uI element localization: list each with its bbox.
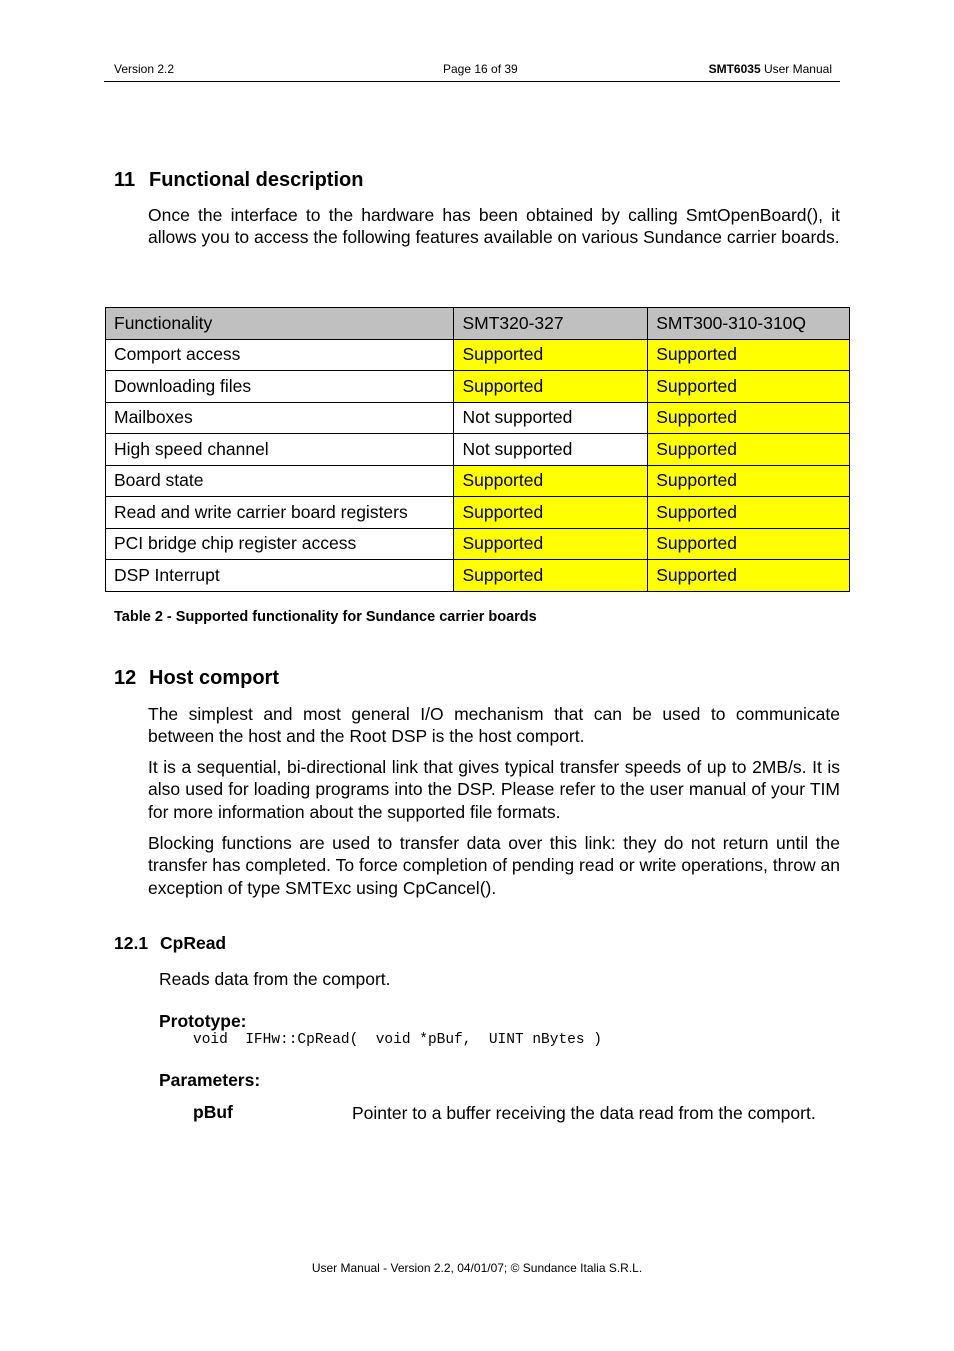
support-status-cell: Supported — [648, 497, 850, 529]
support-status-cell: Supported — [648, 528, 850, 560]
support-status-cell: Not supported — [454, 434, 648, 466]
page-footer: User Manual - Version 2.2, 04/01/07; © Sundance Italia S.R.L. — [311, 1261, 643, 1275]
table-row — [106, 497, 850, 529]
table-row — [106, 528, 850, 560]
table-row — [106, 371, 850, 403]
support-status-cell: Supported — [454, 560, 648, 592]
header-product-suffix: User Manual — [760, 62, 832, 76]
support-status-cell: Supported — [454, 497, 648, 529]
feature-name-cell: DSP Interrupt — [106, 560, 454, 592]
feature-name-cell: Comport access — [106, 339, 454, 371]
prototype-label: Prototype: — [159, 1011, 247, 1031]
support-status-cell: Supported — [454, 528, 648, 560]
section-12-number: 12 — [114, 667, 137, 689]
support-status-cell: Supported — [648, 560, 850, 592]
feature-name-cell: Read and write carrier board registers — [106, 497, 454, 529]
section-12-title: Host comport — [149, 667, 279, 689]
header-version: Version 2.2 — [114, 62, 175, 76]
prototype-code: void IFHw::CpRead( void *pBuf, UINT nBytes ) — [193, 1032, 602, 1048]
header-rule — [104, 81, 840, 82]
support-status-cell: Supported — [454, 371, 648, 403]
feature-name-cell: Mailboxes — [106, 402, 454, 434]
table-row — [106, 560, 850, 592]
section-12-heading — [114, 667, 279, 690]
table-row — [106, 434, 850, 466]
section-12-paragraph-3: Blocking functions are used to transfer data over this link: they do not return until the transfer has completed. To force completion of pending read or write operations, throw an exception of type SMTExc using CpCancel(). — [148, 833, 840, 898]
table-caption: Table 2 - Supported functionality for Sundance carrier boards — [114, 609, 537, 625]
section-12-1-heading — [114, 933, 226, 954]
section-11-number: 11 — [114, 169, 136, 191]
header-product-code: SMT6035 — [708, 62, 761, 76]
support-status-cell: Supported — [648, 402, 850, 434]
section-12-1-number: 12.1 — [114, 933, 149, 953]
section-11-heading — [114, 169, 363, 192]
cpread-description: Reads data from the comport. — [159, 969, 391, 989]
table-body — [106, 339, 850, 591]
section-12-paragraph-2: It is a sequential, bi-directional link that gives typical transfer speeds of up to 2MB/s. It is also used for loading programs into the DSP. Please refer to the user manual of your TIM for more information about the supported file formats. — [148, 757, 840, 822]
table-header-row — [106, 308, 850, 340]
table-header-cell: SMT300-310-310Q — [648, 308, 850, 340]
feature-name-cell: Board state — [106, 465, 454, 497]
support-status-cell: Supported — [648, 371, 850, 403]
section-11-title: Functional description — [149, 169, 364, 191]
support-status-cell: Supported — [454, 465, 648, 497]
feature-name-cell: High speed channel — [106, 434, 454, 466]
header-product — [709, 62, 832, 76]
support-status-cell: Supported — [648, 339, 850, 371]
param-name: pBuf — [193, 1102, 233, 1122]
section-12-paragraph-1: The simplest and most general I/O mechanism that can be used to communicate between the host and the Root DSP is the host comport. — [148, 704, 840, 747]
section-12-1-title: CpRead — [160, 933, 227, 953]
table-header-cell: Functionality — [106, 308, 454, 340]
support-status-cell: Not supported — [454, 402, 648, 434]
feature-name-cell: Downloading files — [106, 371, 454, 403]
functionality-table — [105, 307, 850, 592]
table-row — [106, 339, 850, 371]
param-description: Pointer to a buffer receiving the data read from the comport. — [352, 1103, 816, 1123]
support-status-cell: Supported — [454, 339, 648, 371]
table-row — [106, 465, 850, 497]
section-11-intro: Once the interface to the hardware has been obtained by calling SmtOpenBoard(), it allows you to access the following features available on various Sundance carrier boards. — [148, 205, 840, 248]
support-status-cell: Supported — [648, 465, 850, 497]
header-page-number: Page 16 of 39 — [443, 62, 518, 76]
support-status-cell: Supported — [648, 434, 850, 466]
table-row — [106, 402, 850, 434]
table-header-cell: SMT320-327 — [454, 308, 648, 340]
parameters-label: Parameters: — [159, 1070, 261, 1090]
feature-name-cell: PCI bridge chip register access — [106, 528, 454, 560]
